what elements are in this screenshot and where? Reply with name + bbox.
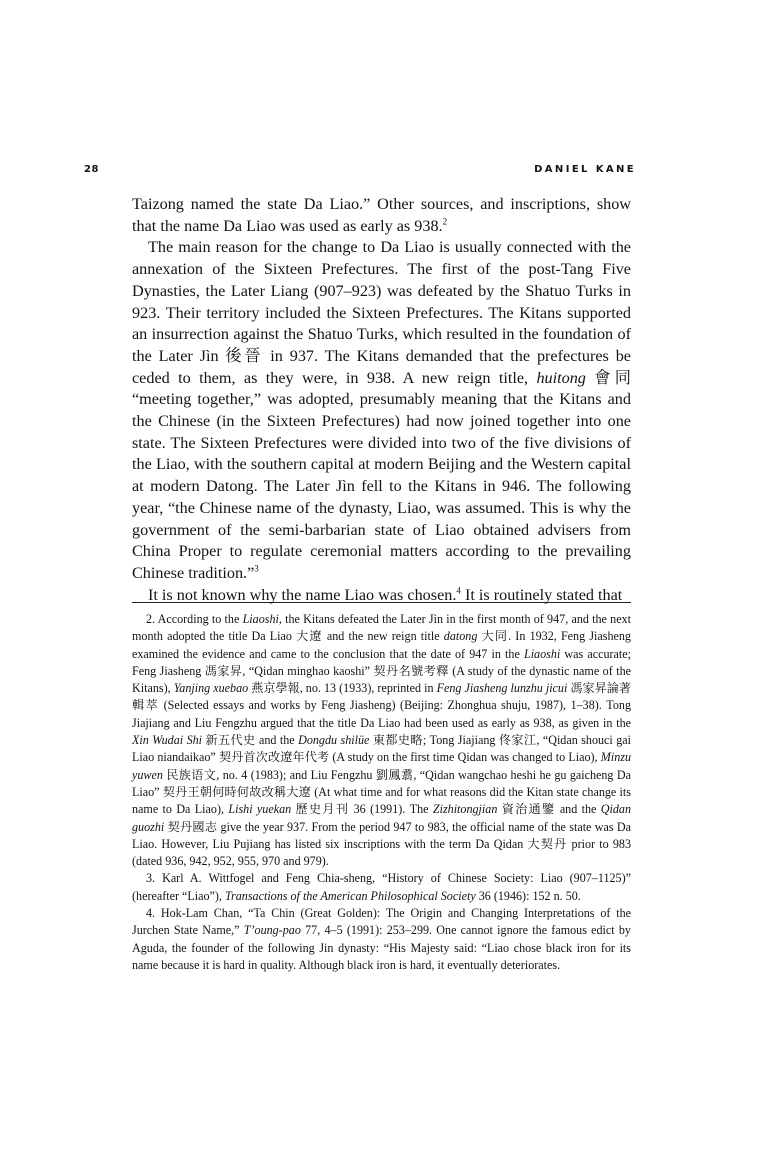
fn2-l: 資治通鑒 and the bbox=[497, 802, 601, 817]
fn2-i1: Liaoshi bbox=[242, 612, 279, 626]
paragraph-2-text-a: The main reason for the change to Da Liao is usually connected with the annexation of the Sixteen Prefectures. The first of the post-Tang Five Dynasties, the Later Liang (907–923) was defeated by the Shatuo Turks in 923. Their territory included the Sixteen Prefectures. The Kitans supported an insurrection against the Shatuo Turks, which resulted in the foundation of the Later Jìn 後晉 in 937. The Kitans demanded that the prefectures be ceded to them, as they were, in 938. A new reign title, bbox=[132, 238, 631, 387]
paragraph-2 bbox=[132, 237, 631, 584]
fn2-i8: Minzu yuwen bbox=[132, 750, 631, 782]
footnote-ref-2: 2 bbox=[442, 216, 448, 227]
footnote-4 bbox=[132, 905, 631, 974]
fn3-a: 3. Karl A. Wittfogel and Feng Chia-sheng, “History of Chinese Society: Liao (907–1125)” (hereafter “Liao”), bbox=[132, 871, 631, 903]
fn2-i11: Qidan guozhi bbox=[132, 802, 632, 834]
fn2-i9: Lishi yuekan bbox=[228, 802, 292, 817]
footnote-ref-3: 3 bbox=[254, 563, 259, 574]
fn2-i6: Xin Wudai Shi bbox=[132, 733, 203, 748]
paragraph-1-text: Taizong named the state Da Liao.” Other sources, and inscriptions, show that the name Da Liao was used as early as 938. bbox=[132, 195, 631, 235]
footnotes bbox=[132, 611, 631, 974]
fn2-m: 契丹國志 give the year 937. From the period 947 to 983, the official name of the state was Da Liao. However, Liu Pujiang has listed six inscriptions with the term Da Qidan 大契丹 prior to 983 (dated 936, 942, 952, 955, 970 and 979). bbox=[132, 819, 632, 869]
paragraph-3-text-a: It is not known why the name Liao was chosen. bbox=[148, 585, 457, 604]
running-head: DANIEL KANE bbox=[534, 164, 636, 175]
term-huitong: huitong bbox=[536, 368, 586, 387]
fn2-a: 2. According to the bbox=[146, 612, 243, 626]
fn2-i10: Zizhitongjian bbox=[432, 802, 498, 817]
fn3-i1: Transactions of the American Philosophical Society bbox=[224, 888, 476, 903]
fn2-d: was accurate; Feng Jiasheng 馮家昇, “Qidan minghao kaoshi” 契丹名號考釋 (A study of the dynastic name of the Kitans), bbox=[132, 646, 632, 696]
paragraph-3-text-b: It is routinely stated that bbox=[460, 585, 623, 604]
fn2-i7: Dongdu shilüe bbox=[298, 733, 370, 748]
fn4-b: 77, 4–5 (1991): 253–299. One cannot ignore the famous edict by Aguda, the founder of the following Jin dynasty: “His Majesty said: “Liao chose black iron for its name because it is hard in quality. Although black iron is hard, it eventually deteriorates. bbox=[132, 923, 631, 972]
fn4-a: 4. Hok-Lam Chan, “Ta Chin (Great Golden): The Origin and Changing Interpretations of the Jurchen State Name,” bbox=[132, 906, 631, 938]
fn2-g: 新五代史 and the bbox=[202, 733, 299, 748]
fn2-f: 馮家昇論著輯萃 (Selected essays and works by Feng Jiasheng) (Beijing: Zhonghua shuju, 1987), 1–38). Tong Jiajiang and Liu Fengzhu argued that the title Da Liao had been used as early as 938, as given in the bbox=[132, 681, 631, 730]
fn2-i2: datong bbox=[443, 629, 478, 644]
page-number: 28 bbox=[84, 164, 99, 175]
paragraph-2-text-b: 會同 “meeting together,” was adopted, presumably meaning that the Kitans and the Chinese (in the Sixteen Prefectures) had now joined together into one state. The Sixteen Prefectures were divided into two of the five divisions of the Liao, with the southern capital at modern Beijing and the Western capital at modern Datong. The Later Jìn fell to the Kitans in 946. The following year, “the Chinese name of the dynasty, Liao, was assumed. This is why the government of the semi-barbarian state of Liao obtained advisers from China Proper to regulate ceremonial matters according to the prevailing Chinese tradition.” bbox=[132, 368, 631, 582]
fn4-i1: T’oung-pao bbox=[243, 923, 301, 938]
body-text bbox=[132, 194, 631, 606]
fn2-j: 民族语文, no. 4 (1983); and Liu Fengzhu 劉鳳翥, “Qidan wangchao heshi he gu gaicheng Da Liao” 契丹王朝何時何故改稱大遼 (At what time and for what reasons did the Kitan state change its name to Da Liao), bbox=[132, 767, 631, 817]
footnote-divider bbox=[132, 602, 631, 603]
fn2-h: 東都史略; Tong Jiajiang 佟家江, “Qidan shouci gai Liao niandaikao” 契丹首次改遼年代考 (A study on the first time Qidan was changed to Liao), bbox=[132, 733, 631, 765]
fn2-e: 燕京學報, no. 13 (1933), reprinted in bbox=[248, 681, 437, 696]
paragraph-1 bbox=[132, 194, 631, 237]
footnote-3 bbox=[132, 870, 631, 905]
fn2-c: 大同. In 1932, Feng Jiasheng examined the evidence and came to the conclusion that the date of 947 in the bbox=[132, 629, 631, 661]
footnote-ref-4: 4 bbox=[456, 585, 461, 596]
fn2-i5: Feng Jiasheng lunzhu jicui bbox=[436, 681, 568, 696]
paragraph-3 bbox=[132, 585, 631, 607]
fn2-k: 歷史月刊 36 (1991). The bbox=[291, 802, 433, 817]
fn2-i4: Yanjing xuebao bbox=[173, 681, 249, 696]
fn2-i3: Liaoshi bbox=[523, 646, 561, 661]
fn2-b: , the Kitans defeated the Later Jìn in the first month of 947, and the next month adopted the title Da Liao 大遼 and the new reign title bbox=[132, 612, 631, 644]
footnote-2 bbox=[132, 611, 631, 870]
fn3-b: 36 (1946): 152 n. 50. bbox=[475, 888, 581, 903]
